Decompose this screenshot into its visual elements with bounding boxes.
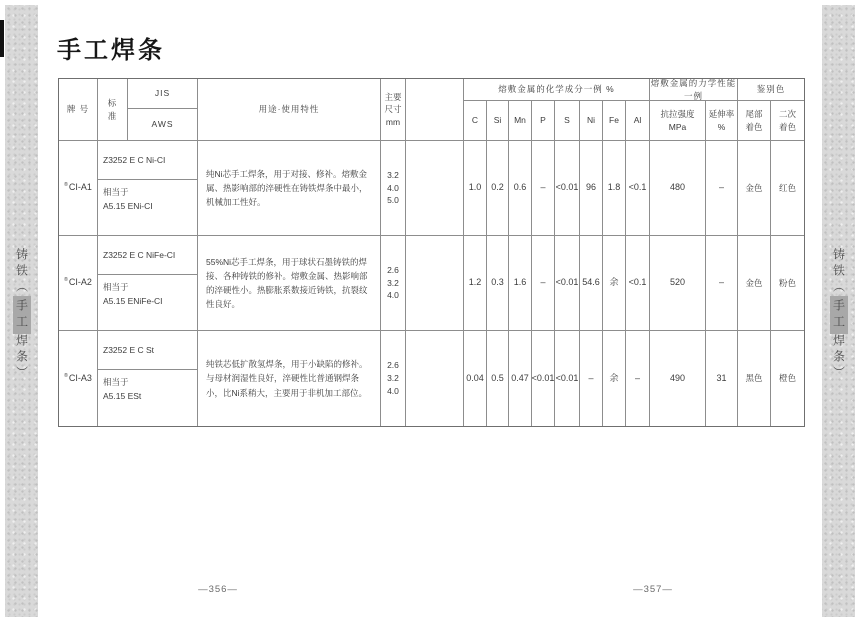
- page-title: 手工焊条: [57, 37, 165, 64]
- empty-cell: [406, 141, 464, 236]
- tensile-label-line2: MPa: [668, 121, 687, 132]
- trademark-mark: ®: [64, 372, 68, 379]
- chem-value-cell: <0.01: [555, 236, 580, 331]
- col-header-si: Si: [487, 101, 509, 141]
- aws-value: [98, 180, 197, 235]
- chem-value-cell: 余: [603, 236, 626, 331]
- chem-value-cell: 1.2: [464, 236, 487, 331]
- chem-value-cell: 余: [603, 331, 626, 426]
- sidebar-label-bottom: 焊条）: [14, 334, 29, 382]
- chem-value-cell: 0.3: [487, 236, 509, 331]
- jis-value: Z3252 E C St: [98, 331, 197, 370]
- sidebar-label-top: 铸铁（: [831, 248, 846, 296]
- equivalent-label: 相当于: [103, 377, 129, 387]
- standard-cell: [98, 141, 198, 236]
- secondary-color-cell: 粉色: [771, 236, 804, 331]
- size-value: 4.0: [387, 385, 399, 396]
- col-header-s: S: [555, 101, 580, 141]
- usage-cell: 纯铁芯低扩散氢焊条，用于小缺陷的修补。与母材润湿性良好，淬硬性比普通钢焊条小，比Ni系稍大，主要用于非机加工部位。: [198, 331, 381, 426]
- chem-value-cell: 0.2: [487, 141, 509, 236]
- chem-value-cell: 0.04: [464, 331, 487, 426]
- col-header-mn: Mn: [509, 101, 532, 141]
- right-sidebar-label: [833, 248, 845, 382]
- empty-cell: [406, 236, 464, 331]
- col-header-tensile: [650, 101, 706, 141]
- col-header-blank: [406, 79, 464, 141]
- col-header-fe: Fe: [603, 101, 626, 141]
- tail-color-label-line1: 尾部: [745, 109, 763, 120]
- size-cell: [381, 331, 406, 426]
- col-header-brand: 牌 号: [59, 79, 98, 141]
- brand-text: [64, 276, 92, 289]
- aws-code: A5.15 ESt: [103, 391, 142, 402]
- chem-value-cell: 1.8: [603, 141, 626, 236]
- usage-cell: 55%Ni芯手工焊条，用于球状石墨铸铁的焊接、各种铸铁的修补。熔敷金属、热影响部的淬硬性小。热膨胀系数接近铸铁，抗裂纹性良好。: [198, 236, 381, 331]
- chem-value-cell: –: [580, 331, 603, 426]
- page-number-right: —357—: [633, 584, 673, 595]
- col-header-al: Al: [626, 101, 650, 141]
- elongation-label-line1: 延伸率: [708, 109, 735, 120]
- tensile-cell: 490: [650, 331, 706, 426]
- tensile-cell: 520: [650, 236, 706, 331]
- chem-value-cell: <0.1: [626, 236, 650, 331]
- aws-value: [98, 370, 197, 426]
- chem-value-cell: <0.1: [626, 141, 650, 236]
- sidebar-label-top: 铸铁（: [14, 248, 29, 296]
- chem-value-cell: 0.6: [509, 141, 532, 236]
- left-sidebar-label: [16, 248, 28, 382]
- elongation-cell: –: [706, 141, 738, 236]
- aws-value: [98, 275, 197, 330]
- chem-value-cell: <0.01: [555, 141, 580, 236]
- usage-cell: 纯Ni芯手工焊条，用于对接、修补。熔敷金属、热影响部的淬硬性在铸铁焊条中最小，机械加工性好。: [198, 141, 381, 236]
- size-value: 2.6: [387, 264, 399, 275]
- col-header-usage: 用途·使用特性: [198, 79, 381, 141]
- size-value: 3.2: [387, 277, 399, 288]
- size-label-line1: 主要: [384, 92, 402, 103]
- chem-value-cell: 1.0: [464, 141, 487, 236]
- elongation-cell: –: [706, 236, 738, 331]
- binding-mark: [0, 20, 4, 57]
- size-value: 2.6: [387, 360, 399, 371]
- aws-code: A5.15 ENiFe-CI: [103, 296, 163, 307]
- col-header-jis: JIS: [128, 79, 198, 109]
- standard-label-line2: 准: [107, 110, 118, 121]
- size-value: 4.0: [387, 290, 399, 301]
- size-label-line2: 尺寸: [384, 104, 402, 115]
- size-cell: [381, 236, 406, 331]
- tail-color-cell: 金色: [738, 141, 771, 236]
- chem-value-cell: 96: [580, 141, 603, 236]
- chem-value-cell: <0.01: [532, 331, 555, 426]
- brand-cell: [59, 236, 98, 331]
- chem-value-cell: –: [626, 331, 650, 426]
- col-header-elongation: [706, 101, 738, 141]
- size-value: 3.2: [387, 169, 399, 180]
- size-value: 4.0: [387, 182, 399, 193]
- tail-color-cell: 金色: [738, 236, 771, 331]
- tail-color-label-line2: 着色: [745, 121, 763, 132]
- standard-cell: [98, 331, 198, 426]
- tensile-cell: 480: [650, 141, 706, 236]
- equivalent-label: 相当于: [103, 282, 129, 292]
- elongation-label-line2: %: [717, 121, 726, 132]
- standard-cell: [98, 236, 198, 331]
- group-header-mechanical: 熔敷金属的力学性能一例: [650, 79, 737, 101]
- trademark-mark: ®: [64, 277, 68, 284]
- tail-color-cell: 黑色: [738, 331, 771, 426]
- brand-text: [64, 372, 92, 385]
- col-header-tail-color: [738, 101, 771, 141]
- sidebar-label-highlight: 手工: [13, 296, 31, 334]
- chem-value-cell: 54.6: [580, 236, 603, 331]
- chem-value-cell: –: [532, 236, 555, 331]
- page-number-left: —356—: [198, 584, 238, 595]
- secondary-color-cell: 红色: [771, 141, 804, 236]
- group-header-id-color: 鉴别色: [738, 79, 804, 101]
- elongation-cell: 31: [706, 331, 738, 426]
- col-header-standard: [98, 79, 128, 141]
- chem-value-cell: 0.47: [509, 331, 532, 426]
- col-header-size: [381, 79, 406, 141]
- secondary-color-cell: 橙色: [778, 373, 796, 384]
- right-sidebar-tab: [822, 5, 855, 617]
- sidebar-label-bottom: 焊条）: [831, 334, 846, 382]
- group-header-chemistry: 熔敷金属的化学成分一例 %: [464, 79, 650, 101]
- secondary-color-label-line1: 二次: [778, 109, 796, 120]
- size-label-line3: mm: [385, 116, 401, 127]
- chem-value-cell: 0.5: [487, 331, 509, 426]
- col-header-secondary-color: [771, 101, 804, 141]
- aws-code: A5.15 ENi-CI: [103, 201, 153, 212]
- col-header-p: P: [532, 101, 555, 141]
- tensile-label-line1: 抗拉强度: [660, 109, 695, 120]
- brand-cell: [59, 331, 98, 426]
- brand-text: [64, 181, 92, 194]
- size-cell: [381, 141, 406, 236]
- sidebar-label-highlight: 手工: [830, 296, 848, 334]
- col-header-ni: Ni: [580, 101, 603, 141]
- chem-value-cell: 1.6: [509, 236, 532, 331]
- jis-value: Z3252 E C Ni-CI: [98, 141, 197, 180]
- jis-value: Z3252 E C NiFe-CI: [98, 236, 197, 275]
- brand-name: CI-A2: [68, 277, 92, 288]
- standard-label-line1: 标: [107, 98, 118, 109]
- left-sidebar-tab: [5, 5, 38, 617]
- size-value: 5.0: [387, 195, 399, 206]
- secondary-color-label-line2: 着色: [778, 121, 796, 132]
- brand-name: CI-A1: [68, 182, 92, 193]
- size-value: 3.2: [387, 373, 399, 384]
- empty-cell: [406, 331, 464, 426]
- chem-value-cell: –: [532, 141, 555, 236]
- equivalent-label: 相当于: [103, 187, 129, 197]
- chem-value-cell: <0.01: [555, 331, 580, 426]
- trademark-mark: ®: [64, 182, 68, 189]
- brand-cell: [59, 141, 98, 236]
- col-header-aws: AWS: [128, 109, 198, 141]
- brand-name: CI-A3: [68, 372, 92, 383]
- electrode-table: [58, 78, 805, 427]
- col-header-c: C: [464, 101, 487, 141]
